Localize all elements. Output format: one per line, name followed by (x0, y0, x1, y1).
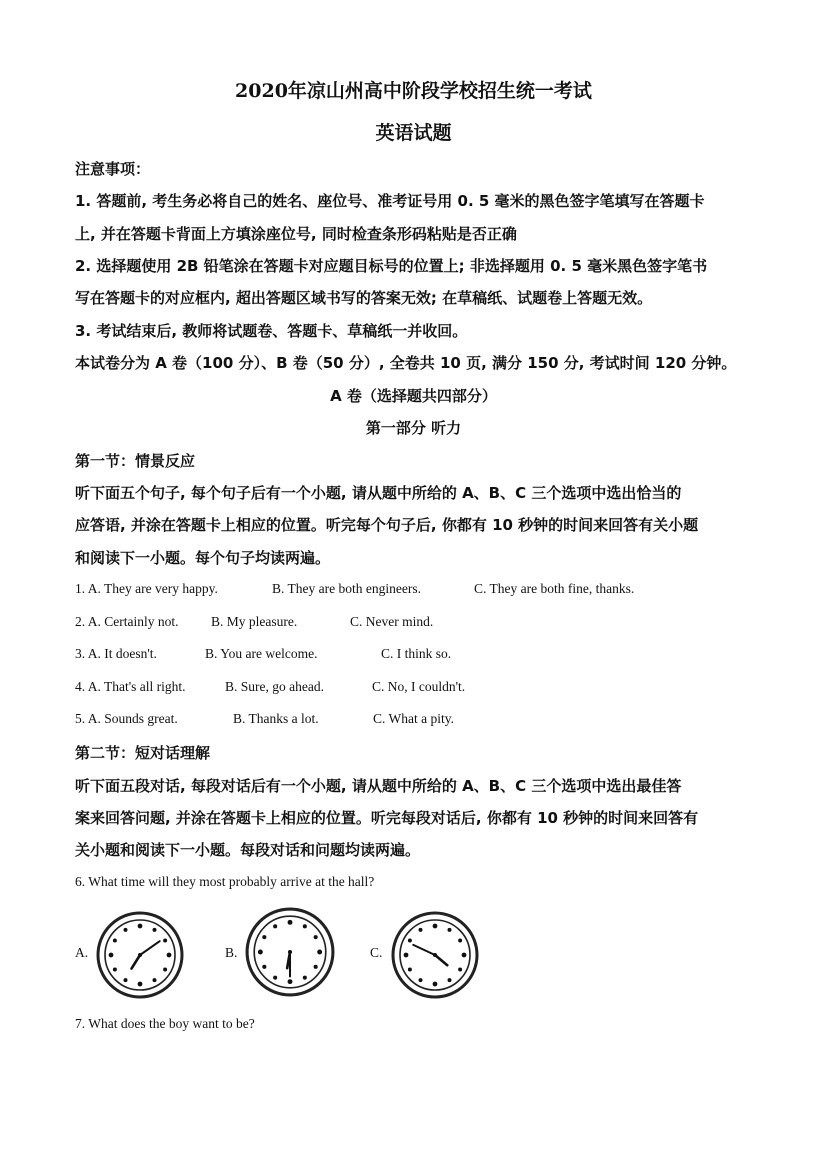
question-4-option-b: B. Sure, go ahead. (225, 679, 324, 694)
hour-mark (258, 950, 263, 955)
question-1-option-c: C. They are both fine, thanks. (474, 581, 635, 596)
paper-a-heading: A 卷（选择题共四部分） (330, 387, 497, 405)
part-one-heading: 第一部分 听力 (365, 419, 462, 437)
hour-mark (419, 978, 423, 982)
clock-c-icon (390, 910, 480, 1000)
question-3-option-c: C. I think so. (381, 646, 452, 661)
question-5-option-b: B. Thanks a lot. (233, 711, 319, 726)
section1-heading: 第一节：情景反应 (75, 452, 196, 470)
clock-a-icon (95, 910, 185, 1000)
section2-heading: 第二节：短对话理解 (75, 744, 211, 762)
hour-mark (448, 978, 452, 982)
hour-mark (317, 950, 322, 955)
question-2-option-c: C. Never mind. (350, 614, 434, 629)
hour-mark (262, 935, 266, 939)
hour-mark (163, 939, 167, 943)
hour-mark (153, 978, 157, 982)
hour-mark (273, 976, 277, 980)
question-2-option-b: B. My pleasure. (211, 614, 298, 629)
notice-line-4: 写在答题卡的对应框内, 超出答题区域书写的答案无效; 在草稿纸、试题卷上答题无效。 (75, 289, 653, 307)
hour-mark (408, 968, 412, 972)
hour-mark (163, 968, 167, 972)
hour-mark (167, 953, 172, 958)
hour-mark (262, 965, 266, 969)
question-6-text: 6. What time will they most probably arrive at the hall? (75, 874, 375, 889)
hour-mark (153, 928, 157, 932)
hour-mark (303, 976, 307, 980)
question-5-option-c: C. What a pity. (373, 711, 454, 726)
hour-mark (113, 939, 117, 943)
hour-mark (314, 965, 318, 969)
question-1-option-a: 1. A. They are very happy. (75, 581, 218, 596)
hour-mark (458, 968, 462, 972)
hour-mark (404, 953, 409, 958)
clock-face (98, 913, 182, 997)
clock-option-b-label: B. (225, 945, 238, 960)
hour-mark (408, 939, 412, 943)
hour-mark (433, 924, 438, 929)
clock-face (247, 909, 333, 995)
section1-instruction-1: 听下面五个句子, 每个句子后有一个小题, 请从题中所给的 A、B、C 三个选项中选出恰当的 (75, 484, 682, 502)
hour-mark (288, 979, 293, 984)
hour-mark (433, 982, 438, 987)
hour-mark (419, 928, 423, 932)
section2-instruction-3: 关小题和阅读下一小题。每段对话和问题均读两遍。 (75, 841, 421, 859)
hour-mark (113, 968, 117, 972)
question-5-option-a: 5. A. Sounds great. (75, 711, 178, 726)
section1-instruction-3: 和阅读下一小题。每个句子均读两遍。 (75, 549, 331, 567)
question-3-option-b: B. You are welcome. (205, 646, 318, 661)
notice-line-6: 本试卷分为 A 卷（100 分）、B 卷（50 分）, 全卷共 10 页, 满分 150 分, 考试时间 120 分钟。 (75, 354, 737, 372)
clock-option-c-label: C. (370, 945, 383, 960)
hour-mark (124, 978, 128, 982)
hour-mark (273, 924, 277, 928)
hour-mark (462, 953, 467, 958)
question-4-option-a: 4. A. That's all right. (75, 679, 186, 694)
hour-mark (138, 982, 143, 987)
hour-mark (448, 928, 452, 932)
exam-subtitle: 英语试题 (375, 122, 452, 144)
clock-face (393, 913, 477, 997)
hour-mark (458, 939, 462, 943)
notice-line-2: 上, 并在答题卡背面上方填涂座位号, 同时检查条形码粘贴是否正确 (75, 225, 517, 243)
hour-mark (124, 928, 128, 932)
hour-mark (138, 924, 143, 929)
notice-heading: 注意事项： (75, 160, 151, 178)
section2-instruction-2: 案来回答问题, 并涂在答题卡上相应的位置。听完每段对话后, 你都有 10 秒钟的时间来回答有 (75, 809, 699, 827)
clock-option-a-label: A. (75, 945, 89, 960)
hour-mark (303, 924, 307, 928)
question-4-option-c: C. No, I couldn't. (372, 679, 466, 694)
hour-mark (109, 953, 114, 958)
question-7-text: 7. What does the boy want to be? (75, 1016, 255, 1031)
question-1-option-b: B. They are both engineers. (272, 581, 421, 596)
notice-line-1: 1. 答题前, 考生务必将自己的姓名、座位号、准考证号用 0. 5 毫米的黑色签字笔填写在答题卡 (75, 192, 705, 210)
hour-mark (288, 920, 293, 925)
notice-line-3: 2. 选择题使用 2B 铅笔涂在答题卡对应题目标号的位置上; 非选择题用 0. 5 毫米黑色签字笔书 (75, 257, 708, 275)
question-2-option-a: 2. A. Certainly not. (75, 614, 179, 629)
section2-instruction-1: 听下面五段对话, 每段对话后有一个小题, 请从题中所给的 A、B、C 三个选项中选出最佳答 (75, 777, 682, 795)
notice-line-5: 3. 考试结束后, 教师将试题卷、答题卡、草稿纸一并收回。 (75, 322, 468, 340)
exam-title: 2020年凉山州高中阶段学校招生统一考试 (235, 80, 592, 102)
clock-b-icon (244, 906, 336, 998)
section1-instruction-2: 应答语, 并涂在答题卡上相应的位置。听完每个句子后, 你都有 10 秒钟的时间来回答有关小题 (75, 516, 699, 534)
question-3-option-a: 3. A. It doesn't. (75, 646, 157, 661)
hour-mark (314, 935, 318, 939)
